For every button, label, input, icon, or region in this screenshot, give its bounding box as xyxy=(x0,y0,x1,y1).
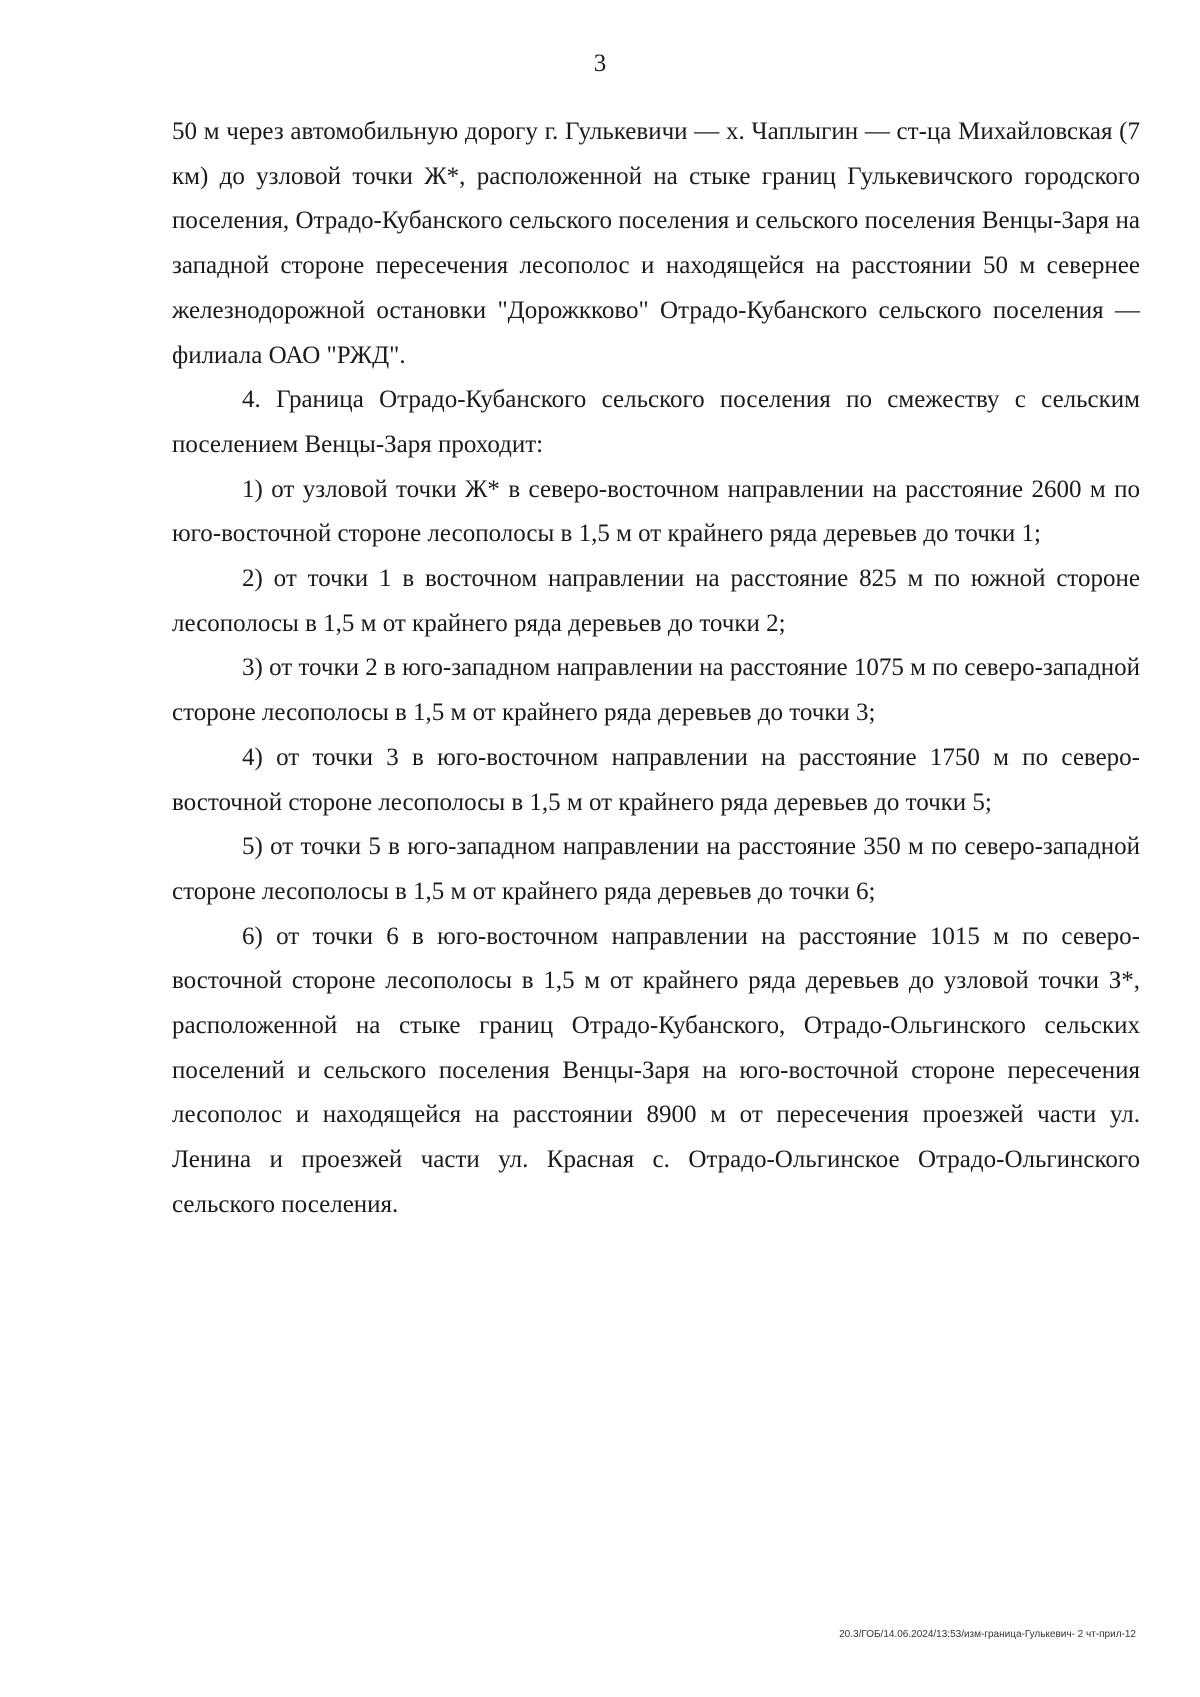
document-body xyxy=(172,110,1140,1228)
paragraph-item-5: 5) от точки 5 в юго-западном направлении на расстояние 350 м по северо-западной стороне лесополосы в 1,5 м от крайнего ряда деревьев до точки 6; xyxy=(172,833,1140,905)
page-number: 3 xyxy=(593,50,607,77)
paragraph-item-1: 1) от узловой точки Ж* в северо-восточном направлении на расстояние 2600 м по юго-восточной стороне лесополосы в 1,5 м от крайнего ряда деревьев до точки 1; xyxy=(172,475,1140,548)
paragraph-continuation: 50 м через автомобильную дорогу г. Гулькевичи — х. Чаплыгин — ст-ца Михайловская (7 км) до узловой точки Ж*, расположенной на стыке границ Гулькевичского городского поселения, Отрадо-Кубанского сельского поселения и сельского поселения Венцы-Заря на западной стороне пересечения лесополос и находящейся на расстоянии 50 м севернее железнодорожной остановки "Дорожкково" Отрадо-Кубанского сельского поселения — филиала ОАО "РЖД". xyxy=(172,118,1140,369)
paragraph-section-4: 4. Граница Отрадо-Кубанского сельского поселения по смежеству с сельским поселением Венцы-Заря проходит: xyxy=(172,386,1140,458)
paragraph-item-6: 6) от точки 6 в юго-восточном направлении на расстояние 1015 м по северо-восточной стороне лесополосы в 1,5 м от крайнего ряда деревьев до узловой точки З*, расположенной на стыке границ Отрадо-Кубанского, Отрадо-Ольгинского сельских поселений и сельского поселения Венцы-Заря на юго-восточной стороне пересечения лесополос и находящейся на расстоянии 8900 м от пересечения проезжей части ул. Ленина и проезжей части ул. Красная с. Отрадо-Ольгинское Отрадо-Ольгинского сельского поселения. xyxy=(172,922,1140,1218)
paragraph-item-2: 2) от точки 1 в восточном направлении на расстояние 825 м по южной стороне лесополосы в 1,5 м от крайнего ряда деревьев до точки 2; xyxy=(172,565,1140,637)
paragraph-item-3: 3) от точки 2 в юго-западном направлении на расстояние 1075 м по северо-западной стороне лесополосы в 1,5 м от крайнего ряда деревьев до точки 3; xyxy=(172,654,1140,727)
footer-file-code: 20.3/ГОБ/14.06.2024/13:53/изм-граница-Гулькевич- 2 чт-прил-12 xyxy=(839,1629,1136,1640)
paragraph-item-4: 4) от точки 3 в юго-восточном направлении на расстояние 1750 м по северо-восточной стороне лесополосы в 1,5 м от крайнего ряда деревьев до точки 5; xyxy=(172,743,1140,816)
